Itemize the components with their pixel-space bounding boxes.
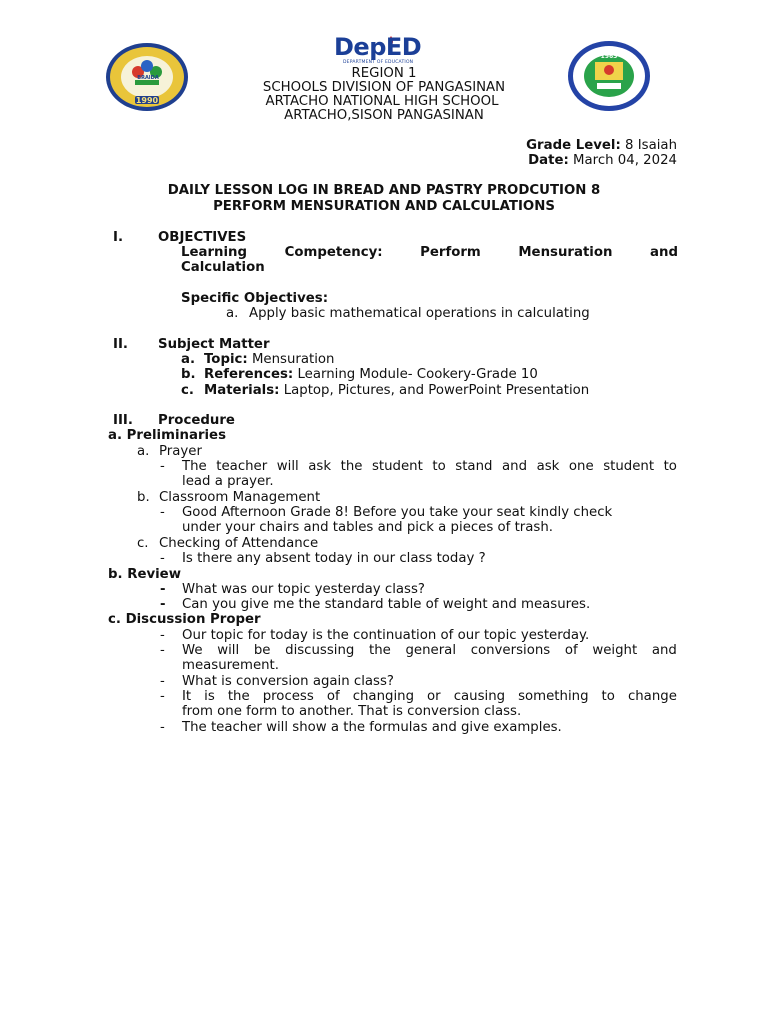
word: one — [568, 459, 594, 474]
region-text: REGION 1 — [351, 66, 417, 81]
word: The — [182, 459, 207, 474]
bullet-dash: - — [160, 689, 165, 704]
word: ask — [308, 459, 332, 474]
discussion-heading: c. Discussion Proper — [108, 612, 261, 627]
word: discussing — [285, 643, 355, 658]
deped-sub-text: DEPARTMENT OF EDUCATION — [343, 60, 414, 65]
learning-competency-cont: Calculation — [181, 260, 265, 275]
discussion-item: The teacher will show a the formulas and give examples. — [182, 720, 562, 735]
word: weight — [592, 643, 638, 658]
word: and — [651, 643, 677, 658]
prayer-label: Prayer — [159, 444, 202, 459]
classroom-text: Good Afternoon Grade 8! Before you take your seat kindly check — [182, 505, 613, 520]
word: process — [262, 689, 314, 704]
section-heading-objectives: OBJECTIVES — [158, 230, 247, 245]
discussion-item: What is conversion again class? — [182, 674, 394, 689]
section-number-objectives: I. — [113, 230, 123, 245]
review-heading: b. Review — [108, 567, 181, 582]
subject-item-marker: c. — [181, 383, 194, 398]
prayer-text-cont: lead a prayer. — [182, 474, 274, 489]
grade-level-label: Grade Level: — [526, 138, 621, 153]
word: is — [204, 689, 215, 704]
left-seal-year: 1990 — [135, 96, 159, 105]
subject-item-label: Topic: — [204, 352, 248, 367]
document-subtitle: PERFORM MENSURATION AND CALCULATIONS — [213, 199, 555, 214]
deped-logo-text: DepED — [334, 33, 422, 61]
discussion-item: Our topic for today is the continuation of our topic yesterday. — [182, 628, 590, 643]
preliminaries-heading: a. Preliminaries — [108, 428, 226, 443]
specific-objective-marker: a. — [226, 306, 239, 321]
school-address: ARTACHO,SISON PANGASINAN — [284, 108, 484, 123]
discussion-item — [182, 643, 677, 658]
word: or — [427, 689, 441, 704]
grade-level — [526, 138, 677, 153]
word: stand — [455, 459, 493, 474]
left-seal-motto: BRAIDA — [137, 75, 159, 81]
subject-item-topic — [204, 352, 334, 367]
right-seal-year: 1965 — [600, 53, 618, 60]
word: We — [182, 643, 203, 658]
word: student — [603, 459, 655, 474]
attendance-label: Checking of Attendance — [159, 536, 319, 551]
competency-word: Mensuration — [518, 245, 613, 260]
word: to — [663, 459, 677, 474]
learning-competency — [181, 245, 678, 260]
subject-item-value: Learning Module- Cookery-Grade 10 — [293, 367, 538, 382]
section-number-procedure: III. — [113, 413, 133, 428]
subject-item-references — [204, 367, 538, 382]
competency-word: Perform — [420, 245, 481, 260]
review-item: Can you give me the standard table of weight and measures. — [182, 597, 591, 612]
prayer-marker: a. — [137, 444, 150, 459]
word: the — [340, 459, 363, 474]
grade-level-value: 8 Isaiah — [620, 138, 677, 153]
word: the — [227, 689, 250, 704]
specific-objective-item: Apply basic mathematical operations in calculating — [249, 306, 590, 321]
subject-item-label: References: — [204, 367, 294, 382]
classroom-marker: b. — [137, 490, 150, 505]
attendance-text: Is there any absent today in our class today ? — [182, 551, 486, 566]
subject-item-value: Laptop, Pictures, and PowerPoint Presentation — [279, 383, 590, 398]
word: and — [502, 459, 528, 474]
bullet-dash: - — [160, 597, 166, 612]
word: general — [405, 643, 457, 658]
word: the — [369, 643, 391, 658]
word: It — [182, 689, 192, 704]
word: changing — [352, 689, 415, 704]
discussion-item — [182, 689, 677, 704]
word: will — [217, 643, 240, 658]
division-text: SCHOOLS DIVISION OF PANGASINAN — [262, 80, 506, 95]
word: be — [253, 643, 271, 658]
word: student — [371, 459, 423, 474]
competency-word: Learning — [181, 245, 248, 260]
bullet-dash: - — [160, 551, 165, 566]
review-item: What was our topic yesterday class? — [182, 582, 425, 597]
school-name: ARTACHO NATIONAL HIGH SCHOOL — [265, 94, 499, 109]
discussion-item-cont: measurement. — [182, 658, 279, 673]
section-heading-procedure: Procedure — [158, 413, 235, 428]
word: of — [326, 689, 340, 704]
word: change — [627, 689, 677, 704]
lesson-date — [528, 153, 677, 168]
subject-item-marker: a. — [181, 352, 196, 367]
subject-item-label: Materials: — [204, 383, 280, 398]
word: causing — [453, 689, 506, 704]
competency-word: Competency: — [284, 245, 383, 260]
attendance-marker: c. — [137, 536, 149, 551]
classroom-label: Classroom Management — [159, 490, 321, 505]
word: will — [276, 459, 299, 474]
prayer-text — [182, 459, 677, 474]
section-heading-subject: Subject Matter — [158, 337, 270, 352]
section-number-subject: II. — [113, 337, 128, 352]
word: to — [601, 689, 615, 704]
word: something — [518, 689, 589, 704]
bullet-dash: - — [160, 582, 166, 597]
bullet-dash: - — [160, 459, 165, 474]
classroom-text-cont: under your chairs and tables and pick a pieces of trash. — [182, 520, 553, 535]
document-title: DAILY LESSON LOG IN BREAD AND PASTRY PRODCUTION 8 — [167, 183, 601, 198]
date-value: March 04, 2024 — [568, 153, 677, 168]
word: of — [564, 643, 578, 658]
specific-objectives-heading: Specific Objectives: — [181, 291, 329, 306]
discussion-item-cont: from one form to another. That is conversion class. — [182, 704, 522, 719]
competency-word: and — [650, 245, 678, 260]
subject-item-marker: b. — [181, 367, 196, 382]
bullet-dash: - — [160, 643, 165, 658]
subject-item-materials — [204, 383, 589, 398]
subject-item-value: Mensuration — [247, 352, 335, 367]
word: conversions — [470, 643, 551, 658]
bullet-dash: - — [160, 674, 165, 689]
word: ask — [536, 459, 560, 474]
word: to — [432, 459, 446, 474]
bullet-dash: - — [160, 720, 165, 735]
bullet-dash: - — [160, 505, 165, 520]
bullet-dash: - — [160, 628, 165, 643]
word: teacher — [216, 459, 268, 474]
date-label: Date: — [528, 153, 569, 168]
